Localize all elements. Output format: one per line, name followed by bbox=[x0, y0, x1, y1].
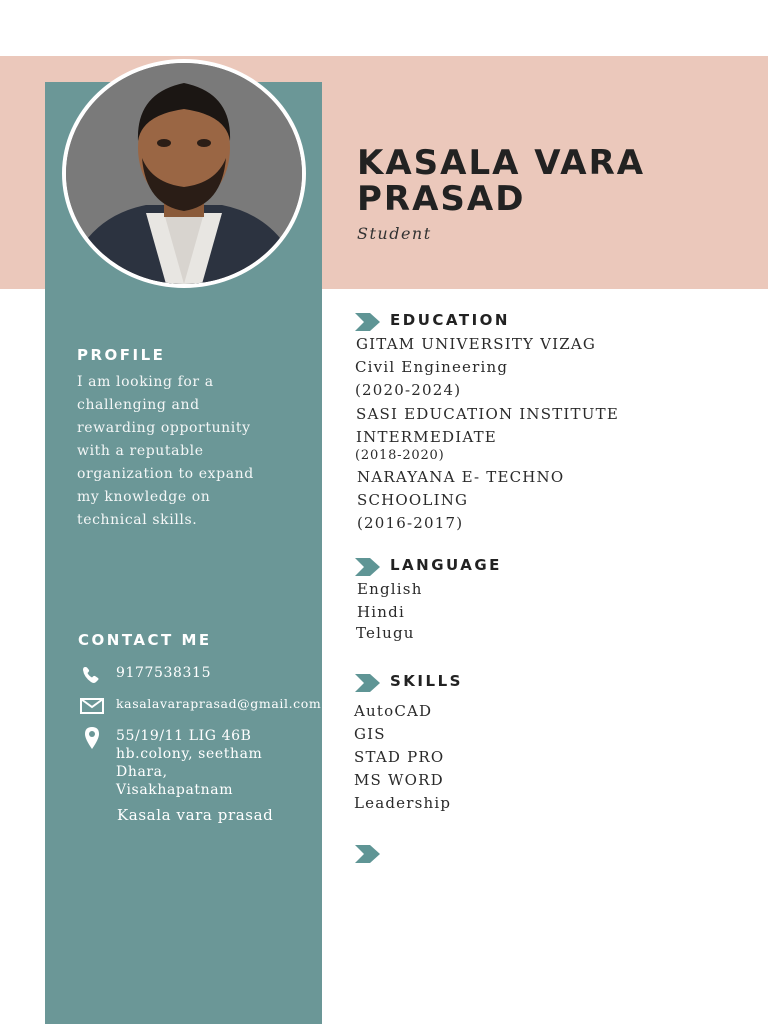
chevron-arrow-icon bbox=[355, 557, 381, 577]
education-line: (2020-2024) bbox=[355, 381, 462, 399]
address-line: 55/19/11 LIG 46B bbox=[116, 728, 252, 744]
education-title: EDUCATION bbox=[390, 311, 510, 329]
education-line: Civil Engineering bbox=[355, 358, 509, 376]
profile-photo bbox=[62, 59, 306, 288]
phone-number: 9177538315 bbox=[116, 665, 212, 681]
profile-line: I am looking for a bbox=[77, 374, 214, 390]
education-line: NARAYANA E- TECHNO bbox=[357, 468, 565, 486]
education-line: (2016-2017) bbox=[357, 514, 464, 532]
skill-item: MS WORD bbox=[354, 771, 444, 789]
chevron-arrow-icon bbox=[355, 673, 381, 693]
name-line-2: PRASAD bbox=[357, 179, 526, 219]
language-item: Hindi bbox=[357, 603, 405, 621]
candidate-role: Student bbox=[357, 224, 432, 243]
language-item: Telugu bbox=[356, 624, 415, 642]
skill-item: STAD PRO bbox=[354, 748, 445, 766]
location-pin-icon bbox=[80, 726, 104, 746]
address-line: Visakhapatnam bbox=[116, 782, 234, 798]
education-line: SASI EDUCATION INSTITUTE bbox=[356, 405, 619, 423]
education-line: INTERMEDIATE bbox=[356, 428, 497, 446]
skill-item: GIS bbox=[354, 725, 386, 743]
skills-title: SKILLS bbox=[390, 672, 463, 690]
profile-line: with a reputable bbox=[77, 443, 204, 459]
language-item: English bbox=[357, 580, 423, 598]
envelope-icon bbox=[80, 696, 104, 716]
address-line: Dhara, bbox=[116, 764, 168, 780]
name-line-1: KASALA VARA bbox=[357, 143, 646, 183]
profile-line: technical skills. bbox=[77, 512, 198, 528]
phone-icon bbox=[80, 665, 104, 685]
skill-item: AutoCAD bbox=[354, 702, 433, 720]
profile-heading: PROFILE bbox=[77, 346, 166, 364]
signature-name: Kasala vara prasad bbox=[117, 806, 274, 824]
address-line: hb.colony, seetham bbox=[116, 746, 263, 762]
language-title: LANGUAGE bbox=[390, 556, 502, 574]
profile-line: my knowledge on bbox=[77, 489, 211, 505]
profile-line: challenging and bbox=[77, 397, 200, 413]
email-address: kasalavaraprasad@gmail.com bbox=[116, 696, 322, 711]
contact-heading: CONTACT ME bbox=[78, 631, 212, 649]
chevron-arrow-icon bbox=[355, 312, 381, 332]
address-text bbox=[116, 727, 262, 799]
chevron-arrow-icon bbox=[355, 844, 381, 864]
education-line: (2018-2020) bbox=[355, 448, 445, 463]
profile-line: rewarding opportunity bbox=[77, 420, 251, 436]
profile-line: organization to expand bbox=[77, 466, 254, 482]
candidate-name bbox=[357, 145, 747, 217]
education-line: SCHOOLING bbox=[357, 491, 469, 509]
profile-text bbox=[77, 371, 277, 532]
education-line: GITAM UNIVERSITY VIZAG bbox=[356, 335, 597, 353]
skill-item: Leadership bbox=[354, 794, 452, 812]
